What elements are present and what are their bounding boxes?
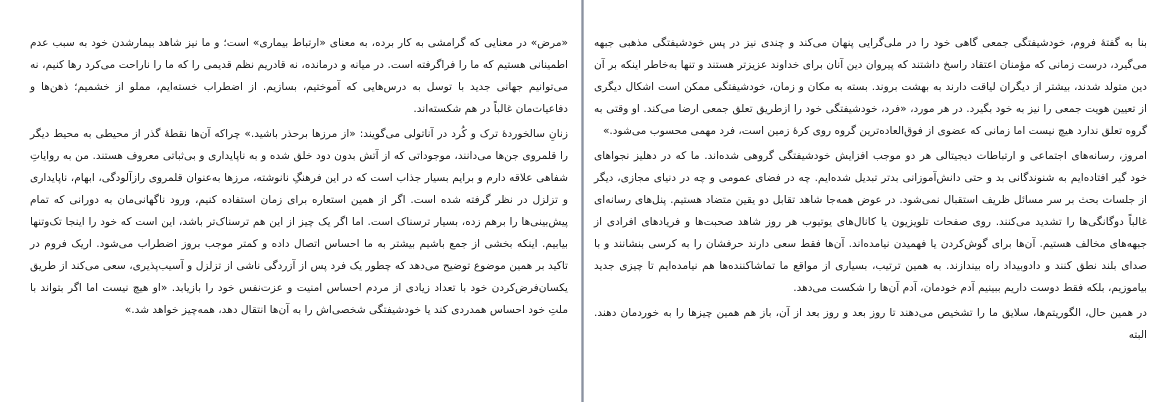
right-paragraph-2: امروز، رسانه‌های اجتماعی و ارتباطات دیجیتالی هر دو موجب افزایش خودشیفتگی گروهی شده‌اند. ما که در دهلیز نجواهای خود گیر افتاده‌ایم به شنوندگانی بد و حتی دانش‌آموزانی بدتر تبدیل شده‌ایم. چه در فضای عمومی و چه در دنیای مجازی، دیگر از جلسات بحث بر سر مسائل ظریف استقبال نمی‌شود. در عوض همه‌جا شاهد تقابل دو یقین متضاد هستیم. پنل‌های رسانه‌ای غالباً دوگانگی‌ها را تشدید می‌کنند. روی صفحات تلویزیون یا کانال‌های یوتیوب هر روز شاهد صحبت‌ها و فریادهای افرادی از جبهه‌های مخالف هستیم. آن‌ها برای گوش‌کردن یا فهمیدن نیامده‌اند. آن‌ها فقط سعی دارند حرفشان را به کرسی بنشانند و با صدای بلند نطق کنند و دادوبیداد راه بیندازند. به همین ترتیب، بسیاری از مواقع ما تماشاکننده‌ها هم نیامده‌ایم تا چیزی جدید بیاموزیم، بلکه فقط دوست داریم ببینیم آدم خودمان، آدم آن‌ها را شکست می‌دهد. — [594, 150, 1147, 294]
left-page[interactable] — [0, 0, 582, 402]
right-paragraph-1: بنا به گفتهٔ فروم، خودشیفتگی جمعی گاهی خود را در ملی‌گرایی پنهان می‌کند و چندی نیز در پس خودشیفتگی مذهبی جبهه می‌گیرد، درست زمانی که مؤمنان اعتقاد راسخ داشتند که پیروان دین آنان برای خداوند عزیزتر هستند و تنها به‌خاطر اینکه بر آن دین متولد شدند، بیشتر از دیگران لیاقت دارند به بهشت بروند. بسته به مکان و زمان، خودشیفتگی ممکن است اشکال دیگری از تعیین هویت جمعی را نیز به خود بگیرد. در هر مورد، «فرد، خودشیفتگی خود را ازطریق تعلق جمعی ارضا می‌کند. او وقتی به گروه تعلق ندارد هیچ نیست اما زمانی که عضوی از فوق‌العاده‌ترین گروه روی کرهٔ زمین است، فرد مهمی محسوب می‌شود.» — [594, 37, 1147, 137]
right-paragraph-3: در همین حال، الگوریتم‌ها، سلایق ما را تشخیص می‌دهند تا روز بعد و روز بعد از آن، باز هم همین چیزها را به خوردمان دهند. البته — [594, 307, 1147, 341]
left-paragraph-1: «مرض» در معنایی که گرامشی به کار برده، به معنای «ارتباط بیماری» است؛ و ما نیز شاهد بیمارشدن خود به سبب عدم اطمینانی هستیم که ما را فراگرفته است. در میانه و درمانده، نه قادریم نظم قدیمی را که ما را ناراحت می‌کرد رها کنیم، نه می‌توانیم جهانی جدید با توسل به درس‌هایی که آموختیم، بسازیم. از اضطراب خسته‌ایم، مملو از خشمیم؛ ذهن‌ها و دفاعیات‌مان غالباً در هم شکسته‌اند. — [30, 37, 568, 115]
right-page[interactable] — [584, 0, 1167, 402]
left-paragraph-2: زنانِ سالخوردهٔ ترک و کُرد در آناتولی می‌گویند: «از مرزها برحذر باشید.» چراکه آن‌ها نقطهٔ گذر از محیطی به محیط دیگر را قلمروی جن‌ها می‌دانند، موجوداتی که از آتش بدون دود خلق شده و به ناپایداری و بی‌ثباتی معروف هستند. من به روایاتِ شفاهی علاقه دارم و برایم بسیار جذاب است که در این فرهنگِ نانوشته، مرزها به‌عنوان قلمروی رازآلودگی، ابهام، ناپایداری و تزلزل در نظر گرفته شده است. اگر از همین استعاره برای زمان استفاده کنیم، ورود ناگهانی‌مان به دورانی که تمام پیش‌بینی‌ها را برهم زده، بسیار ترسناک است. اما اگر یک چیز از این هم ترسناک‌تر باشد، این است که خود را اینجا تک‌وتنها بیابیم. اینکه بخشی از جمع باشیم بیشتر به ما احساس اتصال داده و کمتر موجب بروز اضطراب می‌شود. اریک فروم در تاکید بر همین موضوع توضیح می‌دهد که چطور یک فرد پس از آزردگی ناشی از تزلزل و آسیب‌پذیری، سعی می‌کند از طریق یکسان‌فرض‌کردن خود با تعداد زیادی از مردم احساس امنیت و عزت‌نفس خود را بازیابد. «او هیچ نیست اما اگر بتواند با ملتِ خود احساس همدردی کند یا خودشیفتگی شخصی‌اش را به آن‌ها انتقال دهد، همه‌چیز خواهد شد.» — [30, 128, 568, 316]
